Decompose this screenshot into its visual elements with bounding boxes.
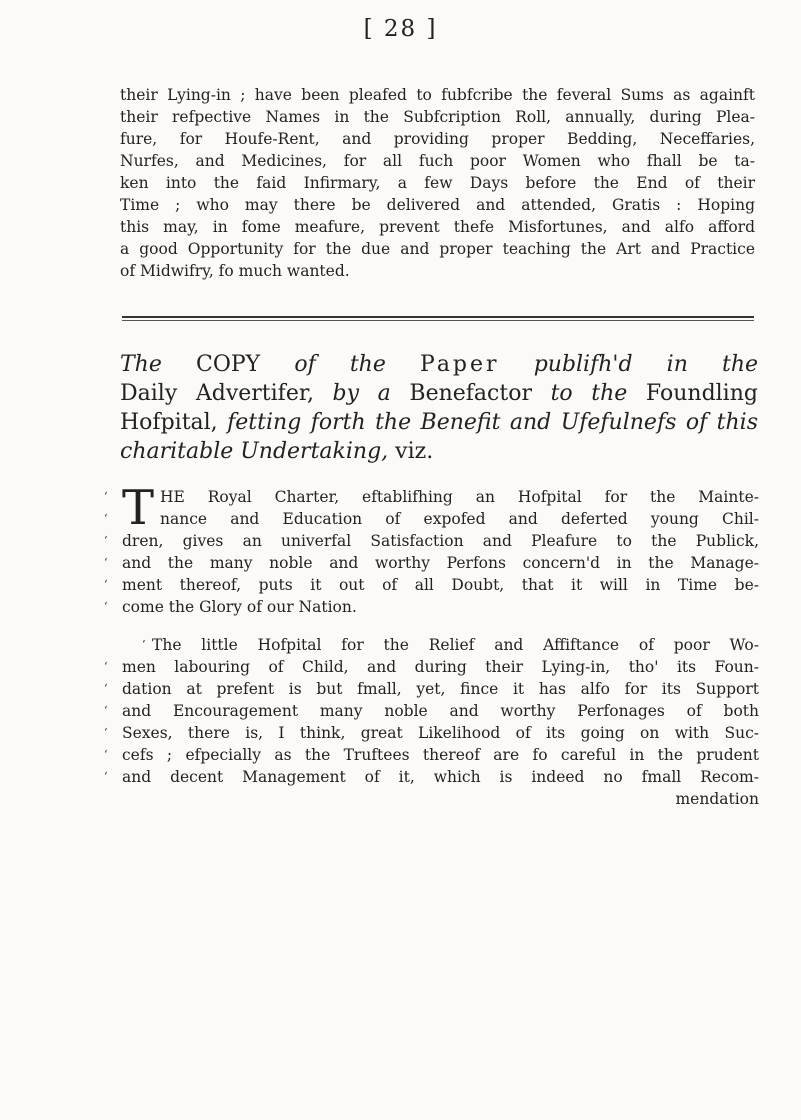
heading-word: charitable Undertaking, <box>120 439 389 464</box>
quote-mark: ‘ <box>142 638 146 651</box>
text-line: HE Royal Charter, eftablifhing an Hofpital for the Mainte- <box>160 488 759 506</box>
section-heading <box>120 350 758 466</box>
heading-copy: COPY <box>196 352 261 377</box>
text-line: dation at prefent is but fmall, yet, fince it has alfo for its Support <box>122 680 759 698</box>
text-line: and the many noble and worthy Perfons concern'd in the Manage- <box>122 554 759 572</box>
text-line: their refpective Names in the Subfcription Roll, annually, during Plea- <box>120 108 755 126</box>
quote-mark: ‘ <box>104 490 108 503</box>
quote-mark: ‘ <box>104 556 108 569</box>
page-number: [ 28 ] <box>363 16 438 42</box>
text-line: and decent Management of it, which is indeed no fmall Recom- <box>122 768 759 786</box>
heading-word: Daily Advertifer, <box>120 381 314 406</box>
heading-word: The <box>120 352 162 377</box>
text-line: nance and Education of expofed and deferted young Chil- <box>160 510 759 528</box>
quoted-body <box>104 480 759 810</box>
text-line: their Lying-in ; have been pleafed to fubfcribe the feveral Sums as againft <box>120 86 755 104</box>
quote-mark: ‘ <box>104 660 108 673</box>
catchword: mendation <box>675 790 759 808</box>
heading-word: publifh'd in the <box>533 352 759 377</box>
paragraph-intro <box>120 84 755 282</box>
heading-word: of the <box>294 352 386 377</box>
text-line: ken into the faid Infirmary, a few Days before the End of their <box>120 174 755 192</box>
text-line: dren, gives an univerfal Satisfaction and Pleafure to the Publick, <box>122 532 759 550</box>
text-line: Sexes, there is, I think, great Likelihood of its going on with Suc- <box>122 724 759 742</box>
quote-mark: ‘ <box>104 726 108 739</box>
heading-word: viz. <box>395 439 434 464</box>
heading-word: to the <box>550 381 628 406</box>
text-line: Nurfes, and Medicines, for all fuch poor Women who fhall be ta- <box>120 152 755 170</box>
heading-word: Foundling <box>645 381 758 406</box>
quote-mark: ‘ <box>104 682 108 695</box>
text-line: cefs ; efpecially as the Truftees thereof are fo careful in the prudent <box>122 746 759 764</box>
text-line: of Midwifry, fo much wanted. <box>120 262 350 280</box>
text-line: come the Glory of our Nation. <box>122 598 357 616</box>
heading-word: Hofpital, <box>120 410 218 435</box>
text-line: men labouring of Child, and during their Lying-in, tho' its Foun- <box>122 658 759 676</box>
text-line: a good Opportunity for the due and proper teaching the Art and Practice <box>120 240 755 258</box>
drop-cap: T <box>122 480 155 536</box>
text-line: ment thereof, puts it out of all Doubt, that it will in Time be- <box>122 576 759 594</box>
text-line: and Encouragement many noble and worthy Perfonages of both <box>122 702 759 720</box>
text-line: The little Hofpital for the Relief and Affiftance of poor Wo- <box>152 636 759 654</box>
quote-mark: ‘ <box>104 600 108 613</box>
quote-mark: ‘ <box>104 770 108 783</box>
quote-mark: ‘ <box>104 578 108 591</box>
text-line: fure, for Houfe-Rent, and providing proper Bedding, Neceffaries, <box>120 130 755 148</box>
heading-paper: Paper <box>420 352 500 377</box>
text-line: Time ; who may there be delivered and attended, Gratis : Hoping <box>120 196 755 214</box>
text-line: this may, in fome meafure, prevent thefe Misfortunes, and alfo afford <box>120 218 755 236</box>
quote-mark: ‘ <box>104 512 108 525</box>
heading-word: Benefactor <box>409 381 532 406</box>
heading-word: by a <box>332 381 391 406</box>
quote-mark: ‘ <box>104 534 108 547</box>
divider-rule <box>122 316 754 318</box>
quote-mark: ‘ <box>104 704 108 717</box>
quote-mark: ‘ <box>104 748 108 761</box>
divider-rule <box>122 320 754 321</box>
heading-word: fetting forth the Benefit and Ufefulnefs of this <box>227 410 758 435</box>
